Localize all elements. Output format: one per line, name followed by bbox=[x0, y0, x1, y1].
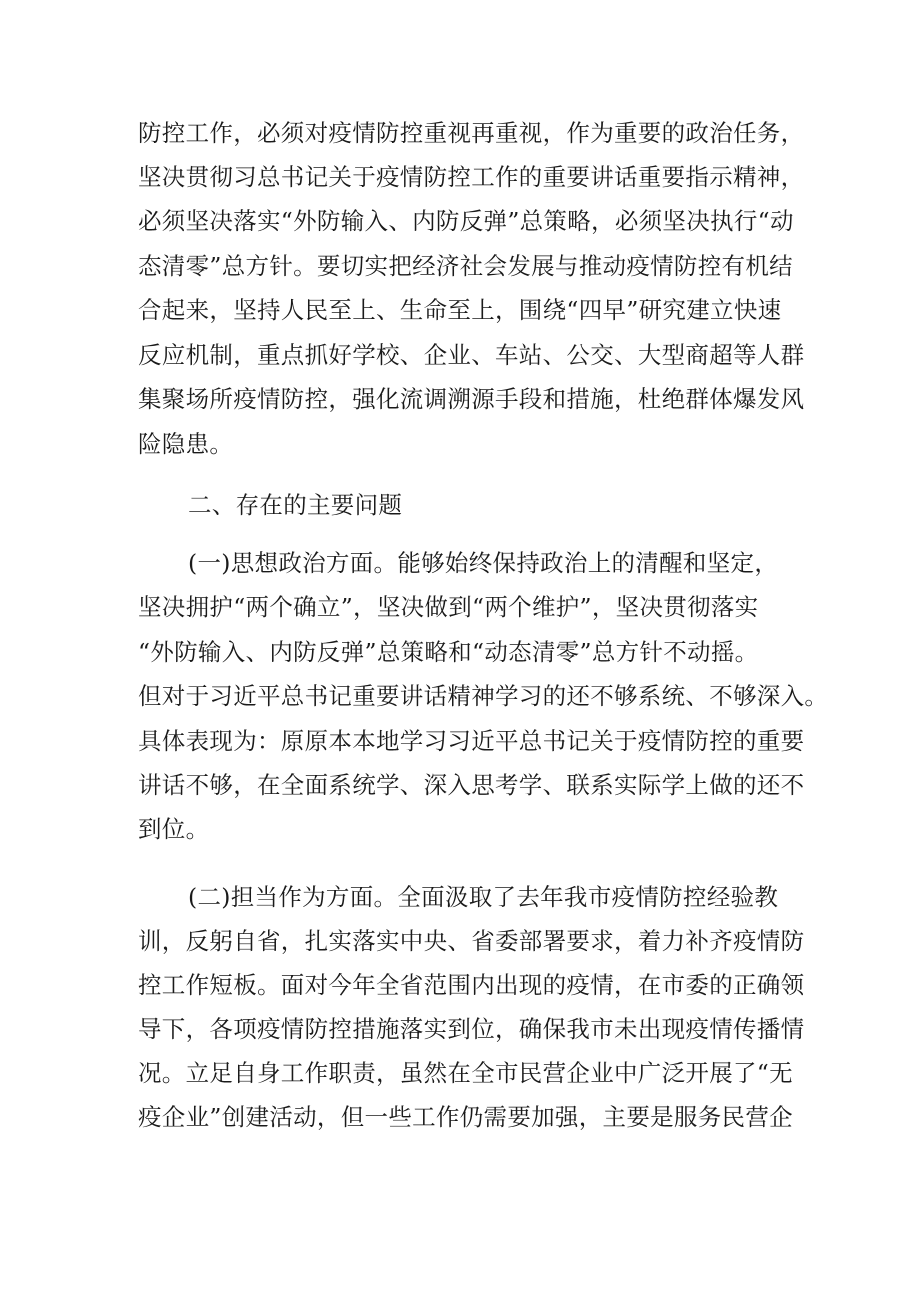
paragraph-line: 合起来，坚持人民至上、生命至上，围绕“四早”研究建立快速 bbox=[138, 296, 782, 324]
paragraph-line: (一)思想政治方面。能够始终保持政治上的清醒和坚定， bbox=[188, 549, 779, 577]
paragraph-line: 但对于习近平总书记重要讲话精神学习的还不够系统、不够深入。 bbox=[138, 682, 829, 710]
paragraph-line: (二)担当作为方面。全面汲取了去年我市疫情防控经验教 bbox=[188, 883, 779, 911]
paragraph-line: 险隐患。 bbox=[138, 430, 234, 458]
paragraph-line: 导下，各项疫情防控措施落实到位，确保我市未出现疫情传播情 bbox=[138, 1015, 805, 1043]
paragraph-line: 集聚场所疫情防控，强化流调溯源手段和措施，杜绝群体爆发风 bbox=[138, 385, 805, 413]
paragraph-line: 况。立足自身工作职责，虽然在全市民营企业中广泛开展了“无 bbox=[138, 1059, 793, 1087]
section-heading: 二、存在的主要问题 bbox=[188, 491, 403, 519]
paragraph-line: 控工作短板。面对今年全省范围内出现的疫情，在市委的正确领 bbox=[138, 971, 805, 999]
paragraph-line: “外防输入、内防反弹”总策略和“动态清零”总方针不动摇。 bbox=[138, 638, 759, 666]
paragraph-line: 到位。 bbox=[138, 815, 210, 843]
paragraph-line: 训，反躬自省，扎实落实中央、省委部署要求，着力补齐疫情防 bbox=[138, 927, 805, 955]
paragraph-line: 防控工作，必须对疫情防控重视再重视，作为重要的政治任务， bbox=[138, 119, 805, 147]
paragraph-line: 态清零”总方针。要切实把经济社会发展与推动疫情防控有机结 bbox=[138, 252, 793, 280]
paragraph-line: 疫企业”创建活动，但一些工作仍需要加强，主要是服务民营企 bbox=[138, 1103, 793, 1131]
paragraph-line: 坚决拥护“两个确立”，坚决做到“两个维护”，坚决贯彻落实 bbox=[138, 593, 759, 621]
paragraph-line: 坚决贯彻习总书记关于疫情防控工作的重要讲话重要指示精神， bbox=[138, 163, 805, 191]
paragraph-line: 具体表现为：原原本本地学习习近平总书记关于疫情防控的重要 bbox=[138, 727, 805, 755]
paragraph-line: 讲话不够，在全面系统学、深入思考学、联系实际学上做的还不 bbox=[138, 771, 805, 799]
paragraph-line: 必须坚决落实“外防输入、内防反弹”总策略，必须坚决执行“动 bbox=[138, 207, 794, 235]
paragraph-line: 反应机制，重点抓好学校、企业、车站、公交、大型商超等人群 bbox=[138, 341, 805, 369]
